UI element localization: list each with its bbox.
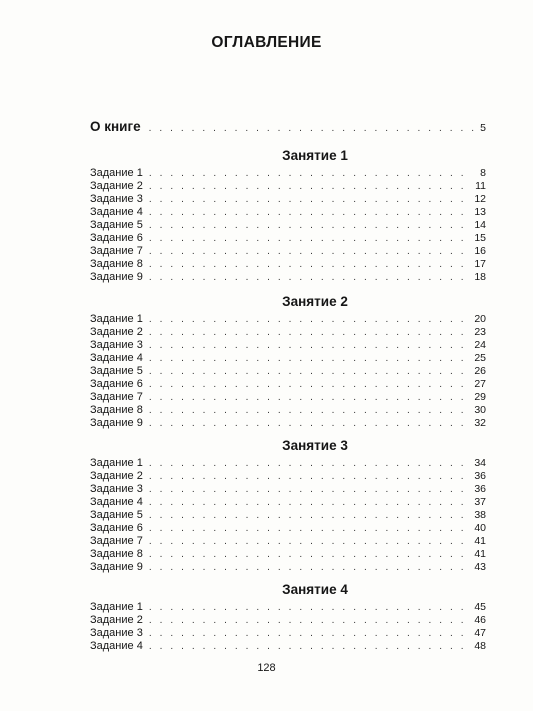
leader-dots — [149, 627, 469, 640]
toc-entry-page: 48 — [474, 640, 486, 652]
toc-entry[interactable] — [90, 614, 486, 627]
toc-entry-page: 15 — [474, 232, 486, 244]
toc-entry[interactable] — [90, 326, 486, 339]
toc-entry-page: 38 — [474, 509, 486, 521]
toc-entry-page: 37 — [474, 496, 486, 508]
toc-entry[interactable] — [90, 219, 486, 232]
toc-entry-page: 30 — [474, 404, 486, 416]
toc-entry-label: Задание 3 — [90, 483, 143, 495]
leader-dots — [149, 601, 469, 614]
toc-entry-page: 36 — [474, 483, 486, 495]
toc-entry[interactable] — [90, 522, 486, 535]
toc-section — [90, 148, 486, 284]
toc-entry-page: 23 — [474, 326, 486, 338]
toc-entry-label: Задание 5 — [90, 509, 143, 521]
toc-entry-label: Задание 4 — [90, 352, 143, 364]
toc-entry-page: 24 — [474, 339, 486, 351]
leader-dots — [149, 245, 469, 258]
toc-entry[interactable] — [90, 627, 486, 640]
toc-entry-label: Задание 3 — [90, 627, 143, 639]
leader-dots — [149, 535, 469, 548]
leader-dots — [149, 326, 469, 339]
toc-entry[interactable] — [90, 391, 486, 404]
toc-entry-label: Задание 8 — [90, 404, 143, 416]
toc-entry-label: Задание 7 — [90, 245, 143, 257]
page-number: 128 — [257, 662, 276, 674]
toc-entry-label: Задание 3 — [90, 339, 143, 351]
toc-entry[interactable] — [90, 378, 486, 391]
toc-entry-page: 18 — [474, 271, 486, 283]
toc-entry-label: Задание 8 — [90, 258, 143, 270]
section-heading: Занятие 3 — [282, 438, 348, 453]
section-heading: Занятие 4 — [282, 582, 348, 597]
toc-entry-page: 41 — [474, 535, 486, 547]
toc-entry-page: 12 — [474, 193, 486, 205]
toc-entry-page: 13 — [474, 206, 486, 218]
toc-entry-label: Задание 6 — [90, 232, 143, 244]
toc-entry[interactable] — [90, 561, 486, 574]
leader-dots — [149, 219, 469, 232]
toc-entry-label: Задание 2 — [90, 180, 143, 192]
toc-entry-label: Задание 9 — [90, 561, 143, 573]
toc-entry-page: 34 — [474, 457, 486, 469]
leader-dots — [149, 496, 469, 509]
toc-entry[interactable] — [90, 535, 486, 548]
toc-entry[interactable] — [90, 271, 486, 284]
leader-dots — [149, 352, 469, 365]
toc-entry-label: Задание 2 — [90, 326, 143, 338]
toc-entry-label: О книге — [90, 119, 141, 134]
leader-dots — [149, 271, 469, 284]
toc-section — [90, 582, 486, 653]
leader-dots — [149, 258, 469, 271]
toc-entry[interactable] — [90, 352, 486, 365]
toc-entry[interactable] — [90, 167, 486, 180]
toc-entry-page: 11 — [475, 180, 486, 192]
toc-entry-page: 27 — [474, 378, 486, 390]
toc-entry-page: 41 — [474, 548, 486, 560]
toc-entry-page: 43 — [474, 561, 486, 573]
toc-entry-label: Задание 2 — [90, 470, 143, 482]
toc-entry[interactable] — [90, 313, 486, 326]
leader-dots — [149, 206, 469, 219]
leader-dots — [149, 313, 469, 326]
leader-dots — [149, 123, 477, 134]
toc-entry-page: 14 — [474, 219, 486, 231]
leader-dots — [149, 193, 469, 206]
toc-entry-page: 20 — [474, 313, 486, 325]
leader-dots — [149, 404, 469, 417]
toc-entry[interactable] — [90, 640, 486, 653]
toc-entry-page: 29 — [474, 391, 486, 403]
toc-section — [90, 438, 486, 574]
toc-entry-label: Задание 4 — [90, 206, 143, 218]
leader-dots — [149, 614, 469, 627]
toc-entry[interactable] — [90, 193, 486, 206]
toc-entry-page: 8 — [480, 167, 486, 179]
toc-entry[interactable] — [90, 470, 486, 483]
toc-entry-label: Задание 1 — [90, 313, 143, 325]
toc-entry-label: Задание 8 — [90, 548, 143, 560]
toc-entry-label: Задание 7 — [90, 391, 143, 403]
section-heading: Занятие 2 — [282, 294, 348, 309]
toc-entry-page: 16 — [474, 245, 486, 257]
toc-entry-label: Задание 1 — [90, 167, 143, 179]
toc-entry-label: Задание 1 — [90, 457, 143, 469]
toc-entry-page: 26 — [474, 365, 486, 377]
toc-entry[interactable] — [90, 365, 486, 378]
toc-entry-label: Задание 5 — [90, 365, 143, 377]
toc-entry[interactable] — [90, 206, 486, 219]
leader-dots — [149, 509, 469, 522]
toc-entry[interactable] — [90, 258, 486, 271]
toc-entry-label: Задание 9 — [90, 271, 143, 283]
toc-entry[interactable] — [90, 457, 486, 470]
leader-dots — [149, 640, 469, 653]
toc-entry[interactable] — [90, 548, 486, 561]
toc-entry[interactable] — [90, 404, 486, 417]
toc-entry-label: Задание 7 — [90, 535, 143, 547]
page-title: ОГЛАВЛЕНИЕ — [211, 34, 322, 51]
toc-entry-page: 32 — [474, 417, 486, 429]
leader-dots — [149, 483, 469, 496]
toc-entry-label: Задание 5 — [90, 219, 143, 231]
toc-entry-page: 25 — [474, 352, 486, 364]
leader-dots — [149, 167, 469, 180]
toc-entry-page: 5 — [480, 122, 486, 134]
toc-entry-page: 17 — [474, 258, 486, 270]
leader-dots — [149, 457, 469, 470]
toc-entry[interactable] — [90, 339, 486, 352]
toc-entry-label: Задание 1 — [90, 601, 143, 613]
toc-entry[interactable] — [90, 180, 486, 193]
toc-entry-label: Задание 4 — [90, 640, 143, 652]
leader-dots — [149, 391, 469, 404]
toc-entry-page: 45 — [474, 601, 486, 613]
leader-dots — [149, 548, 469, 561]
leader-dots — [149, 522, 469, 535]
toc-entry-label: Задание 6 — [90, 522, 143, 534]
toc-entry-label: Задание 3 — [90, 193, 143, 205]
leader-dots — [149, 232, 469, 245]
toc-section — [90, 294, 486, 430]
toc-entry[interactable] — [90, 601, 486, 614]
toc-entry-label: Задание 2 — [90, 614, 143, 626]
leader-dots — [149, 470, 469, 483]
toc-entry-page: 46 — [474, 614, 486, 626]
leader-dots — [149, 180, 469, 193]
leader-dots — [149, 339, 469, 352]
toc-entry[interactable] — [90, 245, 486, 258]
leader-dots — [149, 378, 469, 391]
toc-entry-label: Задание 6 — [90, 378, 143, 390]
leader-dots — [149, 417, 469, 430]
leader-dots — [149, 365, 469, 378]
toc-entry-about-book[interactable] — [90, 119, 486, 134]
toc-entry-page: 40 — [474, 522, 486, 534]
toc-entry-page: 36 — [474, 470, 486, 482]
toc-entry-label: Задание 9 — [90, 417, 143, 429]
toc-entry[interactable] — [90, 417, 486, 430]
toc-entry[interactable] — [90, 496, 486, 509]
toc-entry[interactable] — [90, 232, 486, 245]
toc-entry-label: Задание 4 — [90, 496, 143, 508]
leader-dots — [149, 561, 469, 574]
toc-entry[interactable] — [90, 483, 486, 496]
toc-entry[interactable] — [90, 509, 486, 522]
toc-entry-page: 47 — [474, 627, 486, 639]
section-heading: Занятие 1 — [282, 148, 348, 163]
